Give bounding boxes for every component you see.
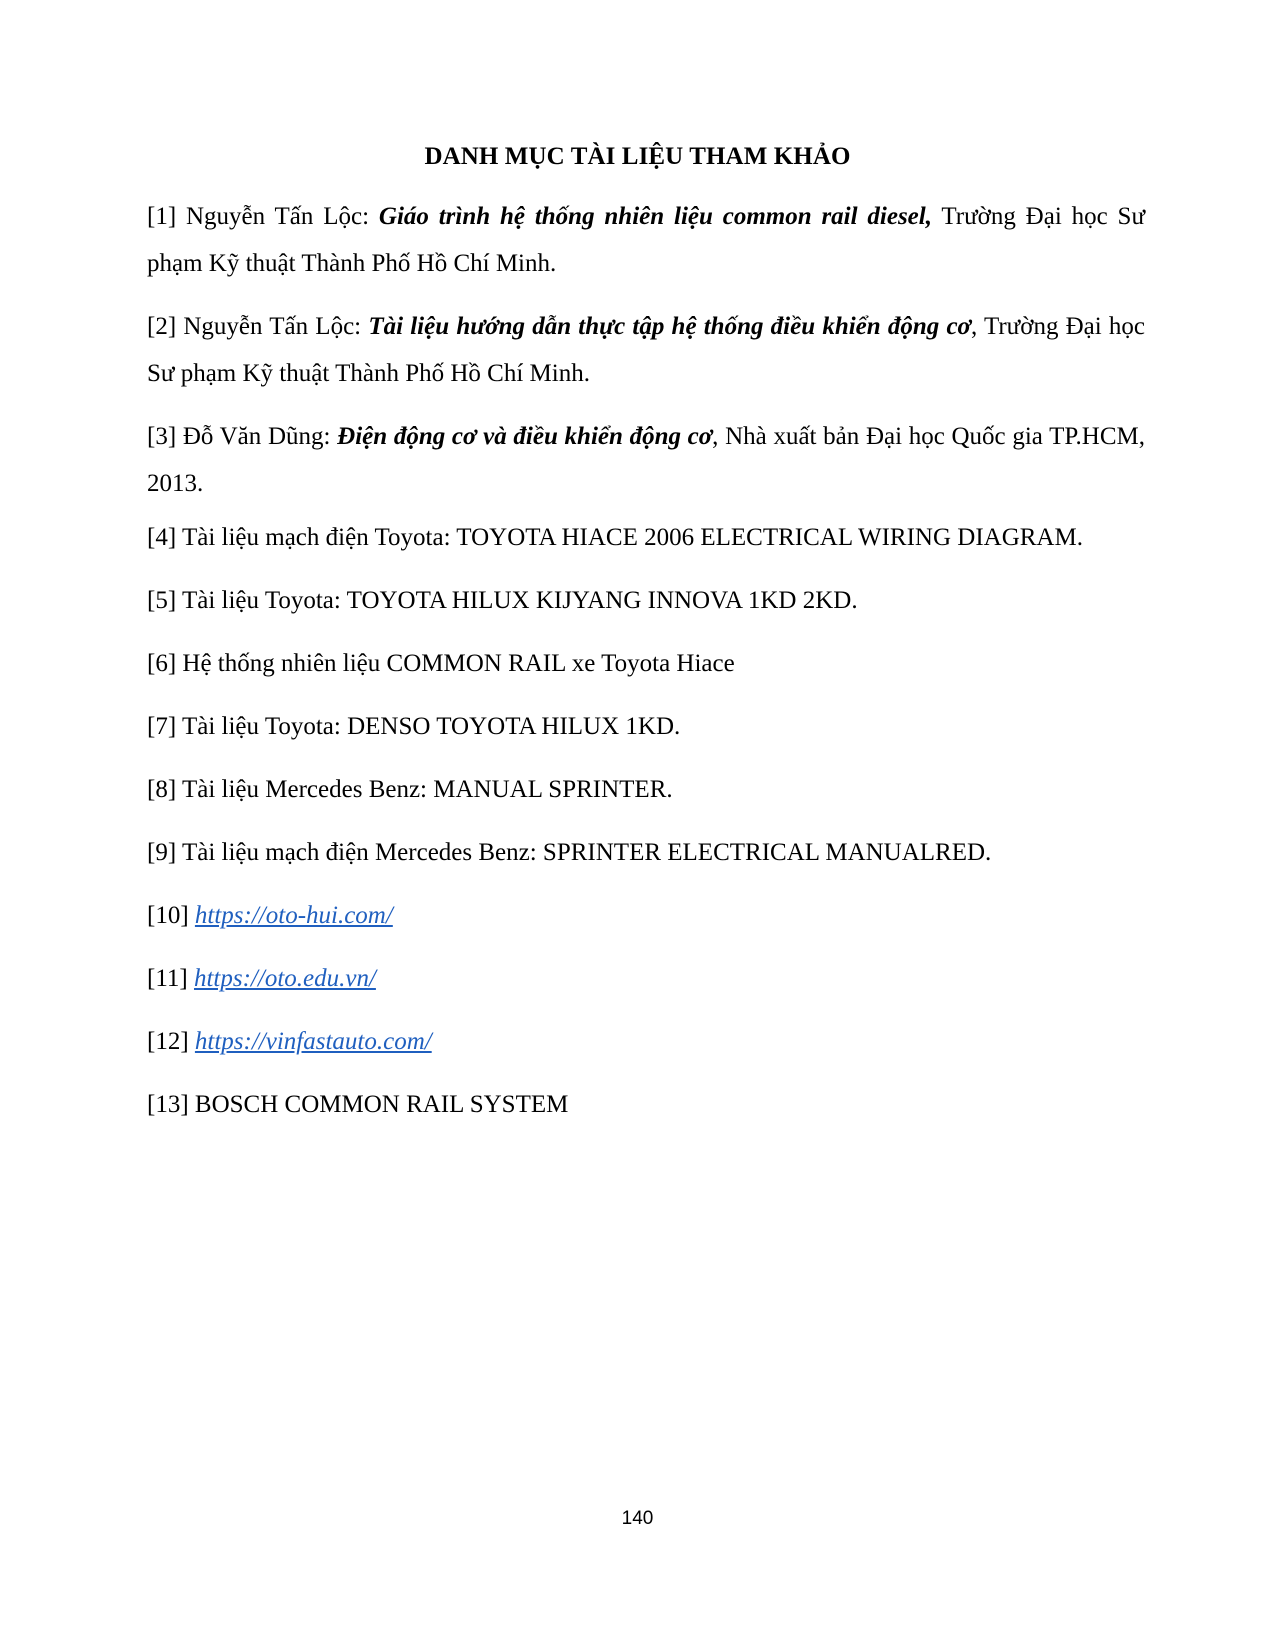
reference-text: Tài liệu mạch điện Mercedes Benz: SPRINTER ELECTRICAL MANUALRED.	[181, 839, 992, 866]
reference-number: [10]	[147, 902, 189, 929]
reference-item-5	[147, 586, 1145, 616]
reference-list	[147, 193, 1145, 1153]
reference-item-4	[147, 523, 1145, 553]
reference-item-7	[147, 712, 1145, 742]
reference-number: [13]	[147, 1091, 189, 1118]
reference-text: Tài liệu Toyota: TOYOTA HILUX KIJYANG INNOVA 1KD 2KD.	[181, 587, 858, 614]
reference-number: [1]	[147, 203, 177, 230]
reference-item-1	[147, 193, 1145, 287]
reference-item-10	[147, 901, 1145, 931]
reference-author: Đỗ Văn Dũng:	[182, 423, 331, 450]
reference-work-title: Giáo trình hệ thống nhiên liệu common rail diesel,	[378, 203, 932, 230]
reference-number: [4]	[147, 524, 177, 551]
reference-number: [9]	[147, 839, 177, 866]
reference-number: [11]	[147, 965, 188, 992]
reference-item-2	[147, 303, 1145, 397]
reference-number: [12]	[147, 1028, 189, 1055]
reference-text: Tài liệu mạch điện Toyota: TOYOTA HIACE 2006 ELECTRICAL WIRING DIAGRAM.	[181, 524, 1083, 551]
reference-item-9	[147, 838, 1145, 868]
reference-text: Tài liệu Mercedes Benz: MANUAL SPRINTER.	[181, 776, 673, 803]
reference-number: [2]	[147, 313, 177, 340]
reference-author: Nguyễn Tấn Lộc:	[183, 313, 362, 340]
reference-item-8	[147, 775, 1145, 805]
reference-link[interactable]: https://vinfastauto.com/	[194, 1028, 432, 1055]
reference-item-11	[147, 964, 1145, 994]
reference-number: [8]	[147, 776, 177, 803]
reference-number: [5]	[147, 587, 177, 614]
reference-work-title: Điện động cơ và điều khiển động cơ	[337, 423, 713, 450]
page-number: 140	[621, 1508, 654, 1529]
reference-item-13	[147, 1090, 1145, 1120]
reference-number: [7]	[147, 713, 177, 740]
reference-author: Nguyễn Tấn Lộc:	[186, 203, 370, 230]
reference-link[interactable]: https://oto-hui.com/	[194, 902, 393, 929]
reference-number: [3]	[147, 423, 177, 450]
reference-item-12	[147, 1027, 1145, 1057]
reference-text: Hệ thống nhiên liệu COMMON RAIL xe Toyota Hiace	[182, 650, 735, 677]
reference-item-6	[147, 649, 1145, 679]
reference-number: [6]	[147, 650, 177, 677]
reference-link[interactable]: https://oto.edu.vn/	[193, 965, 376, 992]
reference-text: Tài liệu Toyota: DENSO TOYOTA HILUX 1KD.	[181, 713, 681, 740]
page-title: DANH MỤC TÀI LIỆU THAM KHẢO	[424, 143, 851, 170]
reference-text: BOSCH COMMON RAIL SYSTEM	[194, 1091, 569, 1118]
reference-publisher: , Nhà xuất bản Đại học Quốc gia TP.HCM, 2013.	[147, 423, 1145, 497]
reference-publisher: Trường Đại học Sư phạm Kỹ thuật Thành Phố Hồ Chí Minh.	[147, 203, 1145, 277]
reference-work-title: Tài liệu hướng dẫn thực tập hệ thống điều khiển động cơ	[368, 313, 971, 340]
reference-item-3	[147, 413, 1145, 507]
reference-publisher: , Trường Đại học Sư phạm Kỹ thuật Thành Phố Hồ Chí Minh.	[147, 313, 1146, 387]
